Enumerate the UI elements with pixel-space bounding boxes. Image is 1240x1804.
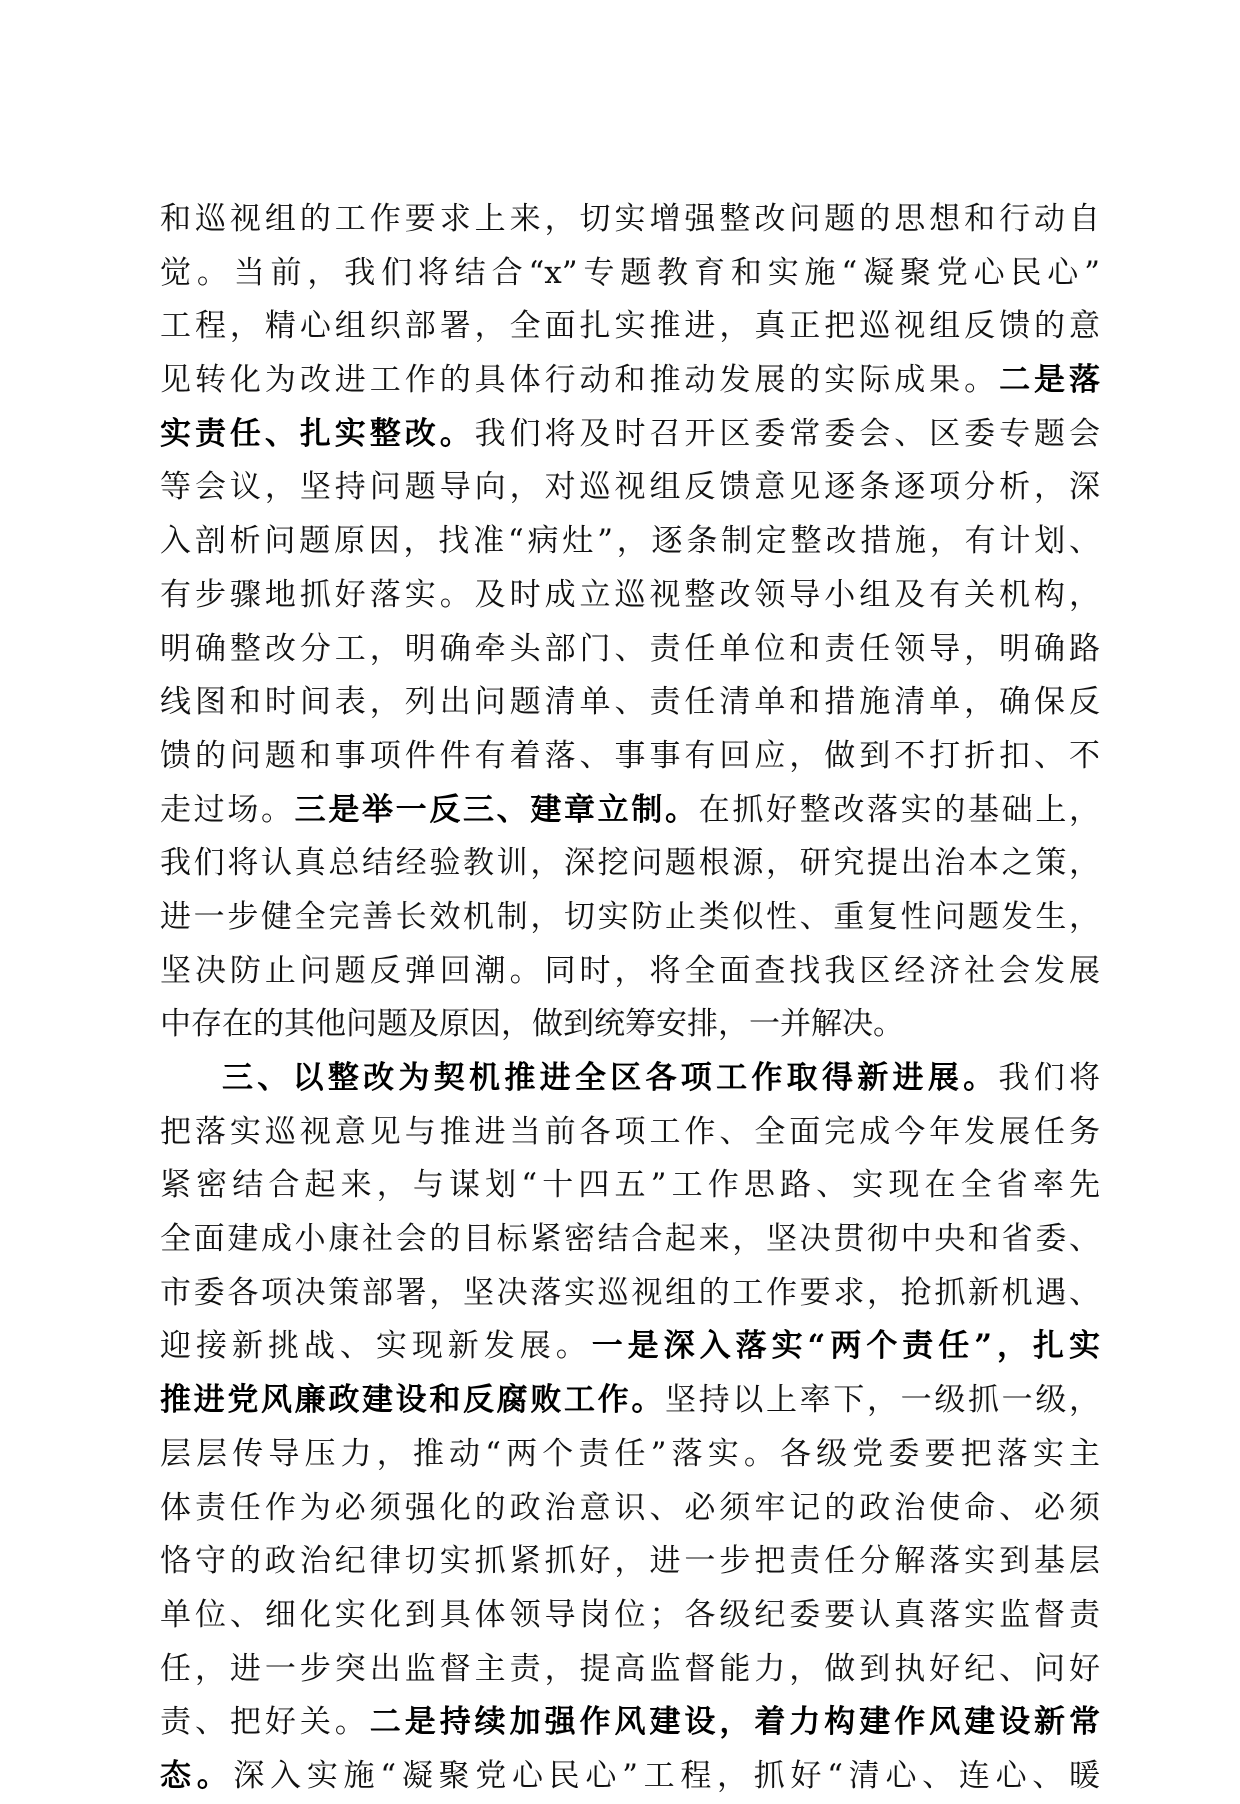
text-line [160, 1428, 1100, 1482]
bold-heading-segment: 二是落 [999, 362, 1100, 399]
text-line [160, 1320, 1100, 1374]
text-segment: 恪守的政治纪律切实抓紧抓好，进一步把责任分解落实到基层 [160, 1543, 1100, 1580]
text-line [160, 676, 1100, 730]
text-segment: 紧密结合起来，与谋划“十四五”工作思路、实现在全省率先 [160, 1167, 1100, 1204]
text-line [160, 837, 1100, 891]
text-line [160, 1535, 1100, 1589]
text-segment: 有步骤地抓好落实。及时成立巡视整改领导小组及有关机构， [160, 576, 1100, 613]
text-segment: 责、把好关。 [160, 1704, 370, 1741]
text-line [160, 247, 1100, 301]
text-line [160, 623, 1100, 677]
text-line [160, 515, 1100, 569]
text-segment: 工程，精心组织部署，全面扎实推进，真正把巡视组反馈的意 [160, 308, 1100, 345]
text-segment: 走过场。 [160, 791, 295, 828]
text-line [160, 1750, 1100, 1804]
section-heading: 三、以整改为契机推进全区各项工作取得新进展。 [222, 1060, 999, 1096]
text-line [160, 730, 1100, 784]
bold-heading-segment: 二是持续加强作风建设，着力构建作风建设新常 [369, 1704, 1100, 1741]
text-segment: 全面建成小康社会的目标紧密结合起来，坚决贯彻中央和省委、 [160, 1221, 1100, 1258]
bold-heading-segment: 一是深入落实“两个责任”，扎实 [591, 1328, 1100, 1365]
text-line [160, 998, 1100, 1052]
text-segment: 在抓好整改落实的基础上， [698, 791, 1100, 828]
text-segment: 线图和时间表，列出问题清单、责任清单和措施清单，确保反 [160, 684, 1100, 721]
text-segment: 迎接新挑战、实现新发展。 [160, 1328, 592, 1365]
text-line [160, 461, 1100, 515]
text-segment: 进一步健全完善长效机制，切实防止类似性、重复性问题发生， [160, 898, 1100, 935]
section-heading-line [160, 1052, 1100, 1106]
text-line [160, 569, 1100, 623]
text-segment: 深入实施“凝聚党心民心”工程，抓好“清心、连心、暖 [233, 1757, 1100, 1794]
text-segment: 见转化为改进工作的具体行动和推动发展的实际成果。 [160, 362, 1000, 399]
text-line [160, 891, 1100, 945]
bold-heading-segment: 实责任、扎实整改。 [160, 415, 475, 452]
text-segment: 坚持以上率下，一级抓一级， [665, 1382, 1100, 1419]
text-segment: 把落实巡视意见与推进当前各项工作、全面完成今年发展任务 [160, 1113, 1100, 1150]
text-line [160, 300, 1100, 354]
text-line [160, 1589, 1100, 1643]
text-line [160, 1374, 1100, 1428]
text-segment: 和巡视组的工作要求上来，切实增强整改问题的思想和行动自 [160, 201, 1100, 237]
bold-heading-segment: 态。 [160, 1757, 234, 1794]
text-segment: 体责任作为必须强化的政治意识、必须牢记的政治使命、必须 [160, 1489, 1100, 1526]
text-line [160, 1267, 1100, 1321]
text-line [160, 1213, 1100, 1267]
text-line [160, 354, 1100, 408]
text-segment: 我们将 [998, 1060, 1100, 1096]
text-line [160, 945, 1100, 999]
text-segment: 坚决防止问题反弹回潮。同时，将全面查找我区经济社会发展 [160, 952, 1100, 989]
text-segment: 中存在的其他问题及原因，做到统筹安排，一并解决。 [160, 1006, 904, 1043]
text-line [160, 1159, 1100, 1213]
bold-heading-segment: 推进党风廉政建设和反腐败工作。 [160, 1382, 665, 1419]
text-segment: 层层传导压力，推动“两个责任”落实。各级党委要把落实主 [160, 1435, 1100, 1472]
text-segment: 等会议，坚持问题导向，对巡视组反馈意见逐条逐项分析，深 [160, 469, 1100, 506]
text-line [160, 1106, 1100, 1160]
text-line [160, 1643, 1100, 1697]
text-line [160, 784, 1100, 838]
text-segment: 单位、细化实化到具体领导岗位；各级纪委要认真落实监督责 [160, 1596, 1100, 1633]
text-line [160, 193, 1100, 247]
bold-heading-segment: 三是举一反三、建章立制。 [294, 791, 699, 828]
text-segment: 入剖析问题原因，找准“病灶”，逐条制定整改措施，有计划、 [160, 523, 1100, 560]
text-segment: 任，进一步突出监督主责，提高监督能力，做到执好纪、问好 [160, 1650, 1100, 1687]
text-segment: 我们将及时召开区委常委会、区委专题会 [474, 415, 1100, 452]
text-line [160, 1482, 1100, 1536]
body-text [160, 193, 1100, 1804]
text-line [160, 1696, 1100, 1750]
text-segment: 市委各项决策部署，坚决落实巡视组的工作要求，抢抓新机遇、 [160, 1274, 1100, 1311]
text-segment: 明确整改分工，明确牵头部门、责任单位和责任领导，明确路 [160, 630, 1100, 667]
text-segment: 馈的问题和事项件件有着落、事事有回应，做到不打折扣、不 [160, 737, 1100, 774]
text-line [160, 408, 1100, 462]
text-segment: 觉。当前，我们将结合“x”专题教育和实施“凝聚党心民心” [160, 254, 1100, 291]
text-segment: 我们将认真总结经验教训，深挖问题根源，研究提出治本之策， [160, 845, 1100, 882]
